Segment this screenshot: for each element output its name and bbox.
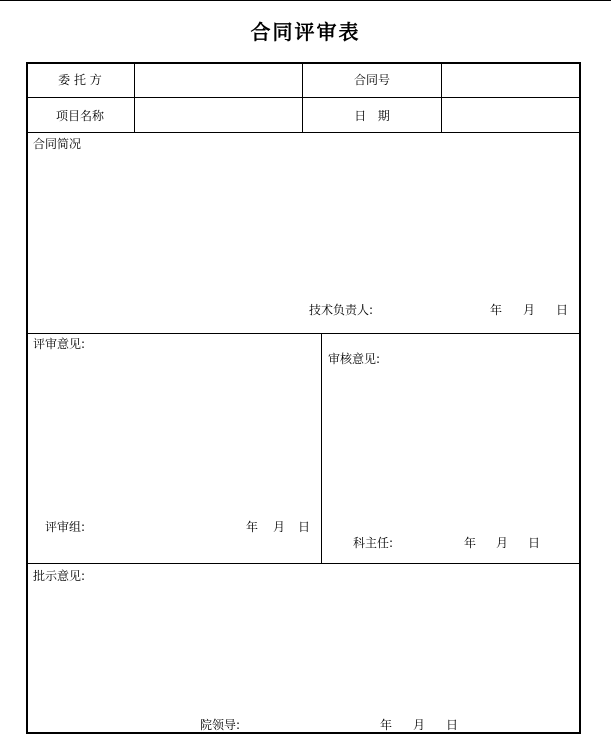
audit-opinion-field[interactable] — [323, 334, 579, 563]
contract-number-label: 合同号 — [353, 73, 390, 87]
project-name-field[interactable] — [135, 98, 302, 132]
month-label: 月 — [523, 303, 536, 317]
contract-number-field[interactable] — [442, 62, 579, 97]
review-opinion-label: 评审意见: — [33, 337, 86, 351]
date-label: 日 期 — [354, 108, 390, 123]
year-label: 年 — [464, 536, 477, 550]
month-label: 月 — [413, 718, 426, 732]
day-label: 日 — [298, 520, 311, 534]
contract-review-form — [26, 62, 581, 734]
day-label: 日 — [528, 536, 541, 550]
client-label: 委 托 方 — [58, 73, 102, 87]
day-label: 日 — [556, 303, 569, 317]
month-label: 月 — [496, 536, 509, 550]
client-field[interactable] — [135, 62, 302, 97]
month-label: 月 — [273, 520, 286, 534]
top-border-line — [0, 0, 611, 1]
column-divider — [321, 333, 322, 564]
form-title: 合同评审表 — [250, 20, 361, 44]
year-label: 年 — [246, 520, 259, 534]
project-name-label: 项目名称 — [55, 108, 104, 123]
date-field[interactable] — [442, 98, 579, 132]
institute-leader-signature-label: 院领导: — [200, 718, 241, 732]
approval-opinion-label: 批示意见: — [33, 569, 86, 583]
review-group-signature-label: 评审组: — [45, 520, 86, 534]
year-label: 年 — [380, 718, 393, 732]
audit-opinion-label: 审核意见: — [328, 352, 381, 366]
approval-opinion-field[interactable] — [28, 564, 579, 732]
day-label: 日 — [446, 718, 459, 732]
tech-lead-signature-label: 技术负责人: — [309, 303, 374, 317]
year-label: 年 — [490, 303, 503, 317]
summary-label: 合同简况 — [33, 137, 82, 151]
section-chief-signature-label: 科主任: — [353, 536, 394, 550]
